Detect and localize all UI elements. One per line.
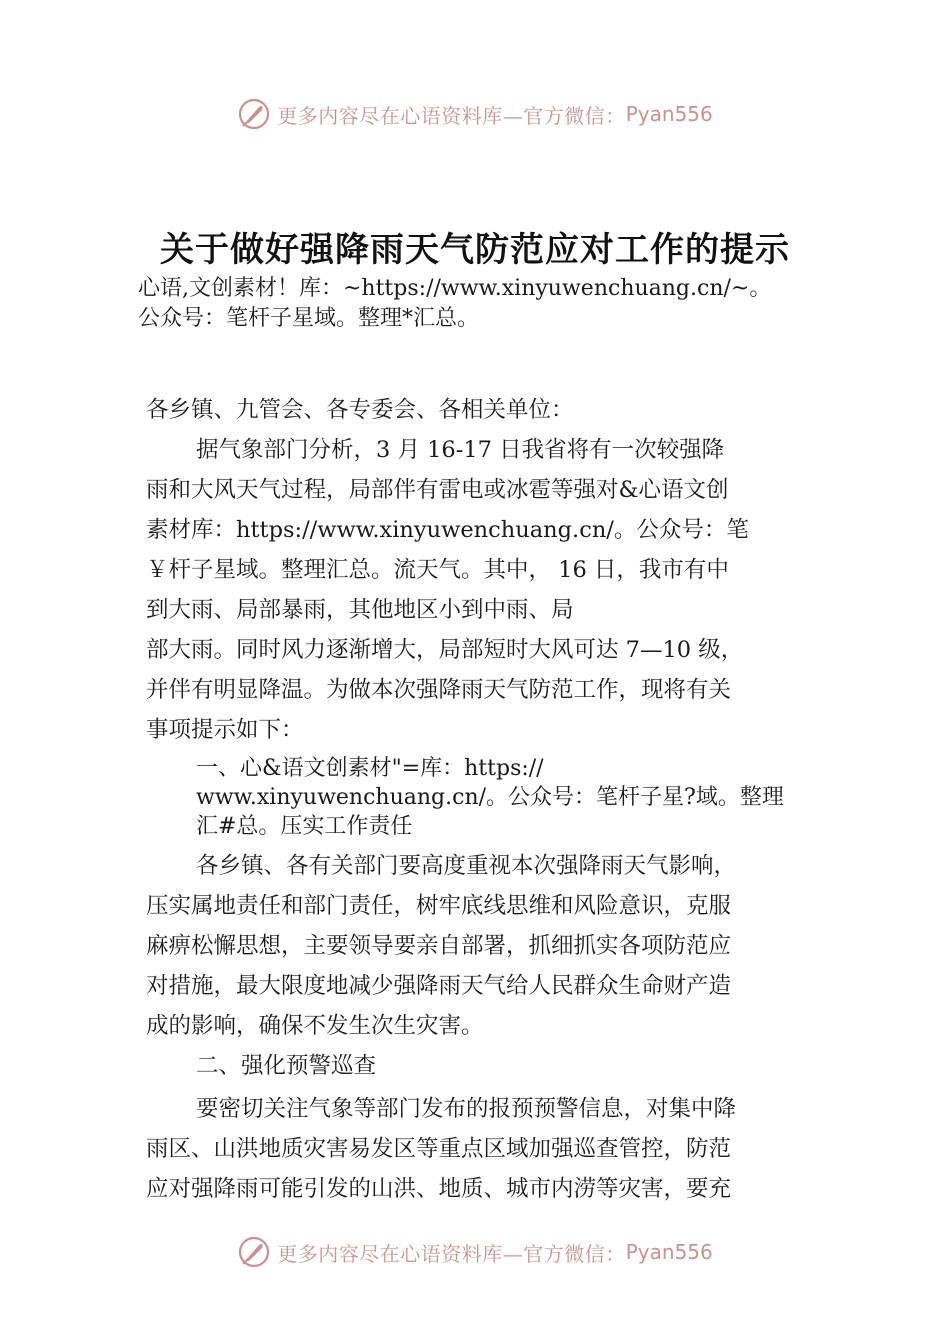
paragraph-line: 各乡镇、各有关部门要高度重视本次强降雨天气影响，: [196, 853, 737, 879]
paragraph-line: 雨和大风天气过程，局部伴有雷电或冰雹等强对&心语文创: [146, 477, 729, 503]
paragraph-line: 对措施，最大限度地减少强降雨天气给人民群众生命财产造: [146, 973, 732, 999]
intro-paragraph: [146, 430, 749, 750]
quill-pen-logo-icon: [237, 97, 271, 131]
watermark-id: Pyan556: [625, 1240, 713, 1264]
heading-line: 二、强化预警巡查: [196, 1053, 377, 1079]
paragraph-line: 要密切关注气象等部门发布的报预预警信息，对集中降: [196, 1096, 737, 1122]
paragraph-line: 压实属地责任和部门责任，树牢底线思维和风险意识，克服: [146, 893, 732, 919]
watermark-id: Pyan556: [625, 102, 713, 126]
paragraph-line: ￥杆子星域。整理汇总。流天气。其中， 16 日，我市有中: [146, 557, 729, 583]
section-2-body: [146, 1089, 736, 1209]
source-line: 心语,文创素材！库：~https://www.xinyuwenchuang.cn/~。: [138, 276, 772, 301]
section-2-heading: [146, 1046, 376, 1086]
source-line: 公众号：笔杆子星域。整理*汇总。: [138, 306, 480, 331]
paragraph-line: 部大雨。同时风力逐渐增大，局部短时大风可达 7—10 级，: [146, 637, 744, 663]
paragraph-line: 并伴有明显降温。为做本次强降雨天气防范工作，现将有关: [146, 677, 732, 703]
heading-line: www.xinyuwenchuang.cn/。公众号：笔杆子星?域。整理: [196, 785, 784, 810]
heading-line: 一、心&语文创素材"=库：https://: [196, 756, 544, 781]
heading-line: 汇#总。压实工作责任: [196, 814, 413, 839]
paragraph-line: 雨区、山洪地质灾害易发区等重点区域加强巡查管控，防范: [146, 1136, 732, 1162]
watermark-banner-top: [0, 94, 950, 134]
paragraph-line: 素材库：https://www.xinyuwenchuang.cn/。公众号：笔: [146, 517, 749, 543]
watermark-text: 更多内容尽在心语资料库—官方微信：: [277, 1241, 626, 1266]
section-1-heading: [196, 754, 784, 841]
paragraph-line: 事项提示如下：: [146, 717, 304, 743]
watermark-text: 更多内容尽在心语资料库—官方微信：: [277, 103, 626, 128]
quill-pen-logo-icon: [237, 1235, 271, 1269]
paragraph-line: 据气象部门分析，3 月 16-17 日我省将有一次较强降: [196, 437, 725, 463]
watermark-banner-bottom: [0, 1232, 950, 1272]
paragraph-line: 成的影响，确保不发生次生灾害。: [146, 1013, 484, 1039]
document-title: 关于做好强降雨天气防范应对工作的提示: [160, 230, 790, 270]
paragraph-line: 到大雨、局部暴雨，其他地区小到中雨、局: [146, 597, 574, 623]
paragraph-line: 应对强降雨可能引发的山洪、地质、城市内涝等灾害，要充: [146, 1176, 732, 1202]
salutation: 各乡镇、九管会、各专委会、各相关单位：: [146, 397, 574, 423]
section-1-body: [146, 846, 736, 1046]
paragraph-line: 麻痹松懈思想，主要领导要亲自部署，抓细抓实各项防范应: [146, 933, 732, 959]
